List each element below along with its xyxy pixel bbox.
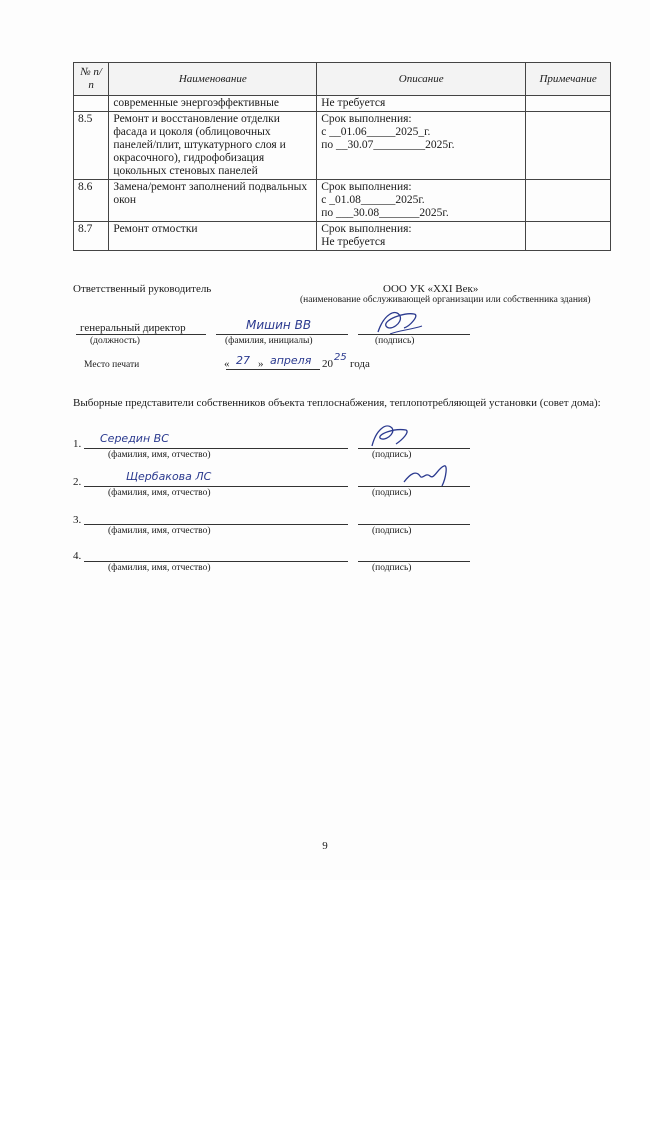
row-note [526, 96, 611, 112]
row-num: 8.6 [74, 180, 109, 222]
rep-name-caption: (фамилия, имя, отчество) [108, 526, 211, 536]
desc-line: с __01.06_____2025_г. [321, 126, 431, 138]
rep-signature-caption: (подпись) [372, 450, 412, 460]
table-row [74, 96, 611, 112]
manager-signature-line [358, 334, 470, 335]
header-num: № п/п [74, 63, 109, 96]
row-name: Ремонт и восстановление отделки фасада и цоколя (облицовочных панелей/плит, штукатурного слоя и окрасочного), гидрофобизация цокольных стеновых панелей [109, 112, 317, 180]
rep-name-caption: (фамилия, имя, отчество) [108, 488, 211, 498]
date-open-quote: « [224, 358, 230, 370]
row-desc [317, 222, 526, 251]
header-note: Примечание [526, 63, 611, 96]
desc-line: по __30.07_________2025г. [321, 139, 455, 151]
rep-num: 1. [73, 438, 82, 450]
desc-line: Срок выполнения: [321, 223, 412, 235]
table-header-row [74, 63, 611, 96]
date-line [226, 369, 320, 370]
row-name: Замена/ремонт заполнений подвальных окон [109, 180, 317, 222]
row-note [526, 180, 611, 222]
row-name: Ремонт отмостки [109, 222, 317, 251]
rep-name-line [84, 486, 348, 487]
table-row [74, 112, 611, 180]
rep-signature-line [358, 448, 470, 449]
rep-signature-line [358, 486, 470, 487]
desc-line: Срок выполнения: [321, 113, 412, 125]
rep-num: 2. [73, 476, 82, 488]
desc-line: с _01.08______2025г. [321, 194, 425, 206]
page-number: 9 [322, 840, 328, 852]
row-num [74, 96, 109, 112]
desc-line: Срок выполнения: [321, 181, 412, 193]
rep-signature-icon [366, 420, 416, 450]
works-table [73, 62, 611, 251]
date-year-suffix: 25 [334, 352, 347, 363]
date-word: года [350, 358, 370, 370]
position-line [76, 334, 206, 335]
rep-name-line [84, 561, 348, 562]
rep-num: 4. [73, 550, 82, 562]
rep-signature-line [358, 524, 470, 525]
row-num: 8.7 [74, 222, 109, 251]
rep-num: 3. [73, 514, 82, 526]
manager-name-handwritten: Мишин ВВ [246, 318, 312, 332]
desc-line: Не требуется [321, 236, 386, 248]
rep-signature-caption: (подпись) [372, 526, 412, 536]
rep-name-line [84, 524, 348, 525]
rep-name-handwritten: Щербакова ЛС [126, 470, 212, 483]
rep-signature-line [358, 561, 470, 562]
date-month: апреля [270, 354, 312, 367]
manager-signature-caption: (подпись) [375, 336, 415, 346]
date-day: 27 [236, 354, 250, 367]
table-row [74, 180, 611, 222]
header-desc: Описание [317, 63, 526, 96]
representatives-intro: Выборные представители собственников объекта теплоснабжения, теплопотребляющей установки (совет дома): [73, 397, 601, 409]
row-note [526, 112, 611, 180]
rep-name-caption: (фамилия, имя, отчество) [108, 450, 211, 460]
rep-signature-caption: (подпись) [372, 563, 412, 573]
manager-name-caption: (фамилия, инициалы) [225, 336, 313, 346]
row-desc [317, 180, 526, 222]
organization-caption: (наименование обслуживающей организации или собственника здания) [300, 295, 591, 305]
rep-name-line [84, 448, 348, 449]
rep-name-handwritten: Середин ВС [100, 432, 169, 445]
date-year-prefix: 20 [322, 358, 333, 370]
rep-name-caption: (фамилия, имя, отчество) [108, 563, 211, 573]
position-caption: (должность) [90, 336, 140, 346]
row-desc: Не требуется [317, 96, 526, 112]
date-close-quote: » [258, 358, 264, 370]
rep-signature-caption: (подпись) [372, 488, 412, 498]
header-name: Наименование [109, 63, 317, 96]
desc-line: по ___30.08_______2025г. [321, 207, 449, 219]
table-row [74, 222, 611, 251]
row-desc [317, 112, 526, 180]
row-note [526, 222, 611, 251]
manager-name-line [216, 334, 348, 335]
position-value: генеральный директор [80, 322, 186, 334]
row-num: 8.5 [74, 112, 109, 180]
organization-name: ООО УК «XXI Век» [383, 283, 479, 295]
stamp-label: Место печати [84, 360, 140, 370]
responsible-label: Ответственный руководитель [73, 283, 212, 295]
blank-area [0, 880, 650, 1147]
row-name: современные энергоэффективные [109, 96, 317, 112]
